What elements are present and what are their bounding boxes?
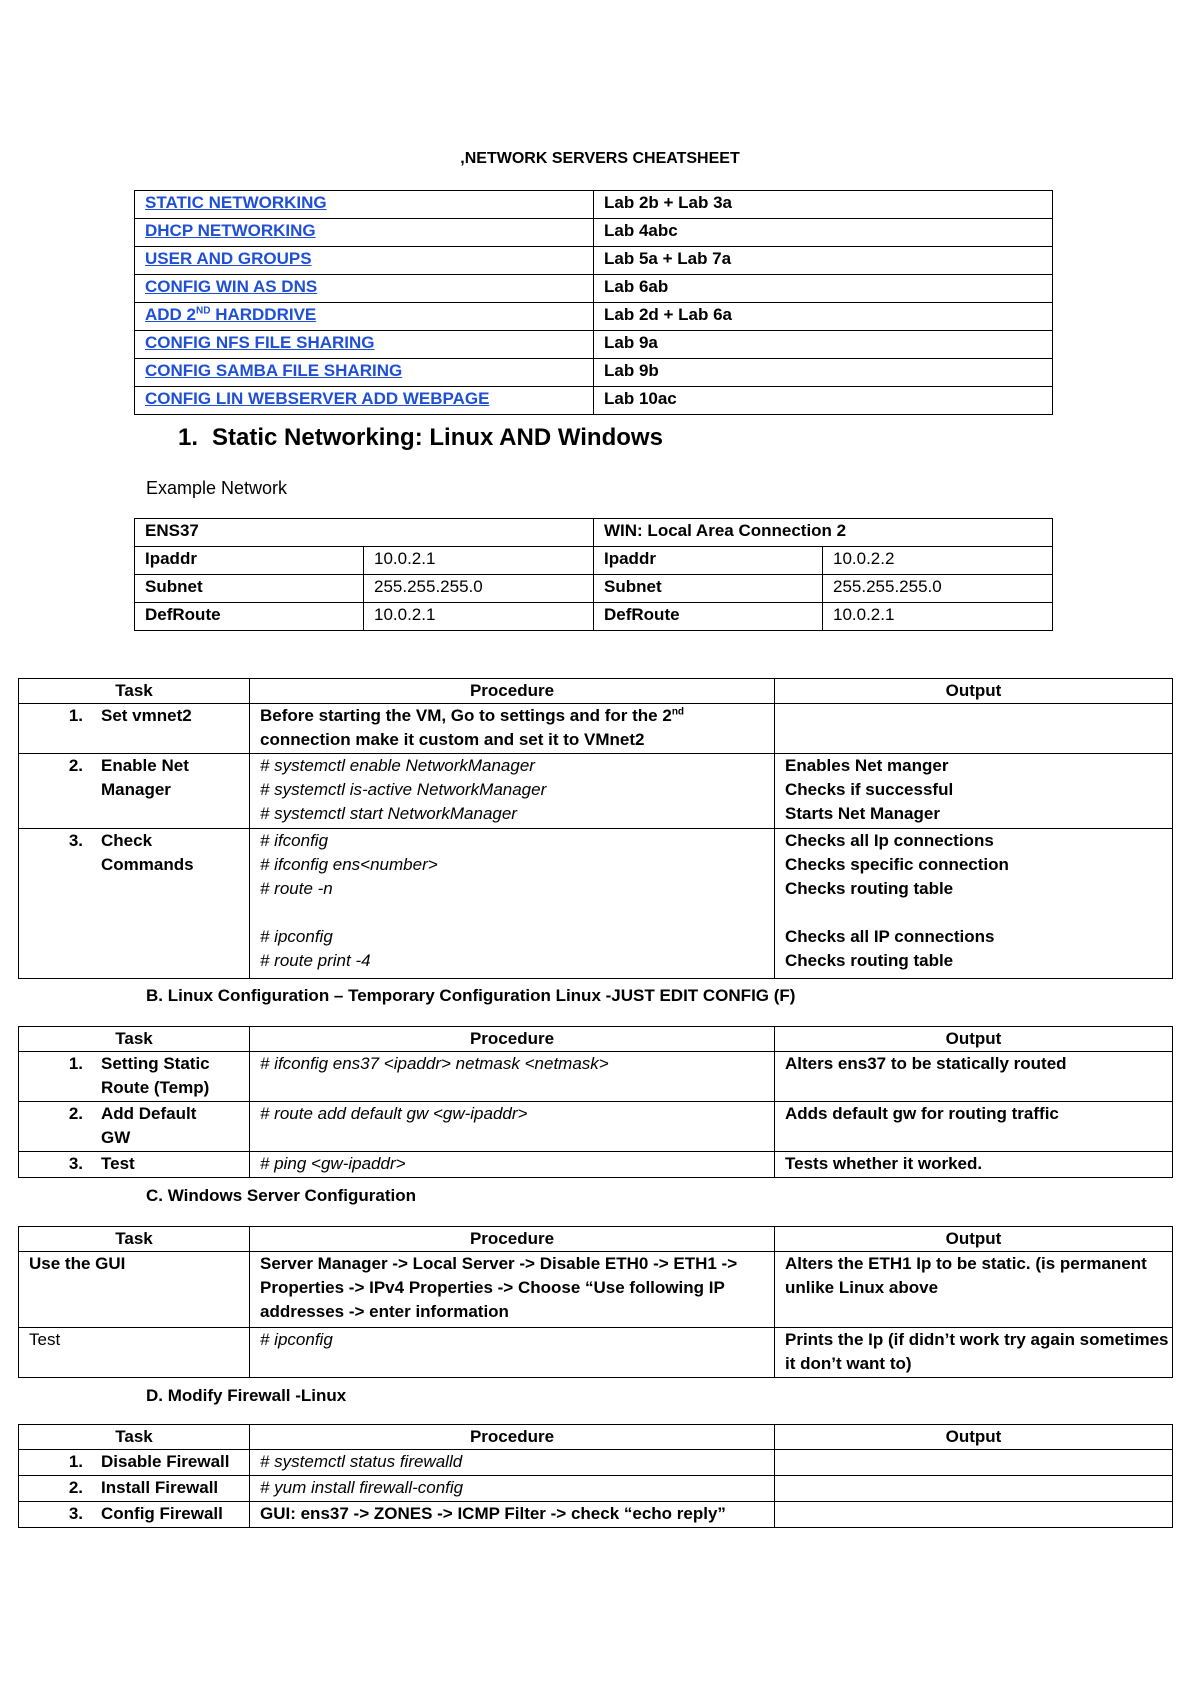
network-table	[134, 518, 1053, 631]
task-cell	[19, 1476, 250, 1502]
output-cell: Alters ens37 to be statically routed	[775, 1052, 1173, 1102]
output-cell: Tests whether it worked.	[775, 1152, 1173, 1178]
procedure-cell: # yum install firewall-config	[250, 1476, 775, 1502]
toc-labs: Lab 5a + Lab 7a	[594, 247, 1053, 275]
section-b-heading: B. Linux Configuration – Temporary Configuration Linux -JUST EDIT CONFIG (F)	[146, 986, 796, 1005]
task-label: Check Commands	[101, 831, 194, 874]
output-line: Checks routing table	[785, 951, 954, 970]
task-number: 1.	[68, 706, 83, 725]
task-label: Enable Net Manager	[101, 756, 189, 799]
toc-link-text: HARDDRIVE	[210, 305, 317, 324]
network-value: 10.0.2.2	[823, 547, 1053, 575]
task-number: 2.	[68, 756, 83, 775]
output-line: Checks all IP connections	[785, 927, 995, 946]
network-label: Subnet	[594, 575, 823, 603]
output-line: Checks routing table	[785, 879, 954, 898]
output-line: Checks if successful	[785, 780, 954, 799]
section-d-heading: D. Modify Firewall -Linux	[146, 1386, 347, 1405]
task-cell	[19, 1502, 250, 1528]
toc-row[interactable]	[135, 219, 594, 247]
procedure-table-b	[18, 1026, 1173, 1178]
toc-labs: Lab 6ab	[594, 275, 1053, 303]
task-label: Add Default GW	[101, 1104, 197, 1147]
procedure-line: # route print -4	[260, 951, 371, 970]
procedure-line: # systemctl is-active NetworkManager	[260, 780, 547, 799]
procedure-table-a	[18, 678, 1173, 979]
task-number: 2.	[68, 1104, 83, 1123]
output-cell: Alters the ETH1 Ip to be static. (is permanent unlike Linux above	[775, 1252, 1173, 1328]
toc-link-users-groups[interactable]: USER AND GROUPS	[145, 249, 312, 268]
task-label: Config Firewall	[101, 1504, 223, 1523]
procedure-line: # route -n	[260, 879, 333, 898]
output-line	[785, 901, 1172, 925]
example-network-label: Example Network	[146, 478, 288, 498]
procedure-line	[260, 901, 774, 925]
header-output: Output	[775, 1425, 1173, 1450]
task-label: Set vmnet2	[101, 706, 192, 725]
procedure-text: Before starting the VM, Go to settings and for the 2	[260, 706, 672, 725]
header-procedure: Procedure	[250, 1227, 775, 1252]
network-value: 10.0.2.1	[364, 547, 594, 575]
task-label: Test	[101, 1154, 135, 1173]
output-cell: Adds default gw for routing traffic	[775, 1102, 1173, 1152]
header-procedure: Procedure	[250, 1425, 775, 1450]
task-number: 2.	[68, 1478, 83, 1497]
toc-link-dhcp-networking[interactable]: DHCP NETWORKING	[145, 221, 316, 240]
toc-row[interactable]	[135, 247, 594, 275]
procedure-text: connection make it custom and set it to VMnet2	[260, 730, 645, 749]
toc-labs: Lab 9a	[594, 331, 1053, 359]
toc-labs: Lab 2d + Lab 6a	[594, 303, 1053, 331]
task-cell	[19, 1052, 250, 1102]
toc-link-text: ADD 2	[145, 305, 197, 324]
output-cell	[775, 1450, 1173, 1476]
procedure-table-c	[18, 1226, 1173, 1378]
document-title: ,NETWORK SERVERS CHEATSHEET	[460, 150, 740, 167]
procedure-cell: # route add default gw <gw-ipaddr>	[250, 1102, 775, 1152]
toc-link-nfs[interactable]: CONFIG NFS FILE SHARING	[145, 333, 375, 352]
task-number: 1.	[68, 1054, 83, 1073]
procedure-cell	[250, 704, 775, 754]
task-cell	[19, 1450, 250, 1476]
procedure-line: # ifconfig	[260, 831, 329, 850]
task-number: 3.	[68, 1504, 83, 1523]
toc-link-add-harddrive[interactable]	[145, 305, 316, 324]
header-output: Output	[775, 1227, 1173, 1252]
output-cell	[775, 829, 1173, 979]
task-label: Install Firewall	[101, 1478, 219, 1497]
output-cell	[775, 1476, 1173, 1502]
toc-row[interactable]	[135, 387, 594, 415]
task-cell	[19, 1152, 250, 1178]
network-label: Ipaddr	[594, 547, 823, 575]
header-procedure: Procedure	[250, 1027, 775, 1052]
section-1-number: 1.	[178, 424, 199, 451]
task-cell	[19, 829, 250, 979]
section-1-title: Static Networking: Linux AND Windows	[212, 424, 663, 451]
task-cell	[19, 1102, 250, 1152]
procedure-cell: # ipconfig	[250, 1328, 775, 1378]
toc-link-sup: ND	[196, 305, 211, 317]
task-label: Disable Firewall	[101, 1452, 230, 1471]
task-label: Setting Static Route (Temp)	[101, 1054, 210, 1097]
network-value: 255.255.255.0	[364, 575, 594, 603]
output-line: Starts Net Manager	[785, 804, 940, 823]
network-label: Subnet	[135, 575, 364, 603]
output-cell	[775, 754, 1173, 829]
toc-row[interactable]	[135, 359, 594, 387]
procedure-line: # ipconfig	[260, 927, 333, 946]
toc-link-samba[interactable]: CONFIG SAMBA FILE SHARING	[145, 361, 403, 380]
toc-link-static-networking[interactable]: STATIC NETWORKING	[145, 193, 327, 212]
header-task: Task	[19, 679, 250, 704]
toc-table	[134, 190, 1053, 415]
network-label: DefRoute	[135, 603, 364, 631]
task-number: 1.	[68, 1452, 83, 1471]
procedure-cell: # ping <gw-ipaddr>	[250, 1152, 775, 1178]
toc-link-webserver[interactable]: CONFIG LIN WEBSERVER ADD WEBPAGE	[145, 389, 490, 408]
output-cell	[775, 704, 1173, 754]
header-task: Task	[19, 1027, 250, 1052]
network-value: 10.0.2.1	[823, 603, 1053, 631]
procedure-line: # systemctl enable NetworkManager	[260, 756, 535, 775]
task-cell: Use the GUI	[19, 1252, 250, 1328]
output-line: Checks specific connection	[785, 855, 1009, 874]
toc-row[interactable]	[135, 303, 594, 331]
procedure-cell: # systemctl status firewalld	[250, 1450, 775, 1476]
network-value: 10.0.2.1	[364, 603, 594, 631]
network-linux-header: ENS37	[135, 519, 594, 547]
header-task: Task	[19, 1425, 250, 1450]
toc-labs: Lab 9b	[594, 359, 1053, 387]
output-line: Checks all Ip connections	[785, 831, 994, 850]
toc-labs: Lab 2b + Lab 3a	[594, 191, 1053, 219]
section-c-heading: C. Windows Server Configuration	[146, 1186, 416, 1205]
toc-row[interactable]	[135, 191, 594, 219]
task-cell	[19, 754, 250, 829]
procedure-cell	[250, 829, 775, 979]
procedure-cell: Server Manager -> Local Server -> Disable ETH0 -> ETH1 -> Properties -> IPv4 Properties -> Choose “Use following IP addresses -> enter information	[250, 1252, 775, 1328]
procedure-table-d	[18, 1424, 1173, 1528]
toc-row[interactable]	[135, 331, 594, 359]
procedure-cell: # ifconfig ens37 <ipaddr> netmask <netmask>	[250, 1052, 775, 1102]
network-label: DefRoute	[594, 603, 823, 631]
network-win-header: WIN: Local Area Connection 2	[594, 519, 1053, 547]
procedure-cell: GUI: ens37 -> ZONES -> ICMP Filter -> check “echo reply”	[250, 1502, 775, 1528]
toc-row[interactable]	[135, 275, 594, 303]
output-line: Enables Net manger	[785, 756, 949, 775]
toc-link-win-dns[interactable]: CONFIG WIN AS DNS	[145, 277, 318, 296]
network-label: Ipaddr	[135, 547, 364, 575]
header-procedure: Procedure	[250, 679, 775, 704]
procedure-line: # ifconfig ens<number>	[260, 855, 438, 874]
header-output: Output	[775, 1027, 1173, 1052]
output-cell: Prints the Ip (if didn’t work try again sometimes it don’t want to)	[775, 1328, 1173, 1378]
task-cell: Test	[19, 1328, 250, 1378]
procedure-sup: nd	[671, 706, 685, 718]
procedure-line: # systemctl start NetworkManager	[260, 804, 517, 823]
header-task: Task	[19, 1227, 250, 1252]
task-number: 3.	[68, 831, 83, 850]
procedure-cell	[250, 754, 775, 829]
toc-labs: Lab 10ac	[594, 387, 1053, 415]
section-1-heading	[178, 424, 663, 452]
output-cell	[775, 1502, 1173, 1528]
task-number: 3.	[68, 1154, 83, 1173]
network-value: 255.255.255.0	[823, 575, 1053, 603]
toc-labs: Lab 4abc	[594, 219, 1053, 247]
header-output: Output	[775, 679, 1173, 704]
task-cell	[19, 704, 250, 754]
